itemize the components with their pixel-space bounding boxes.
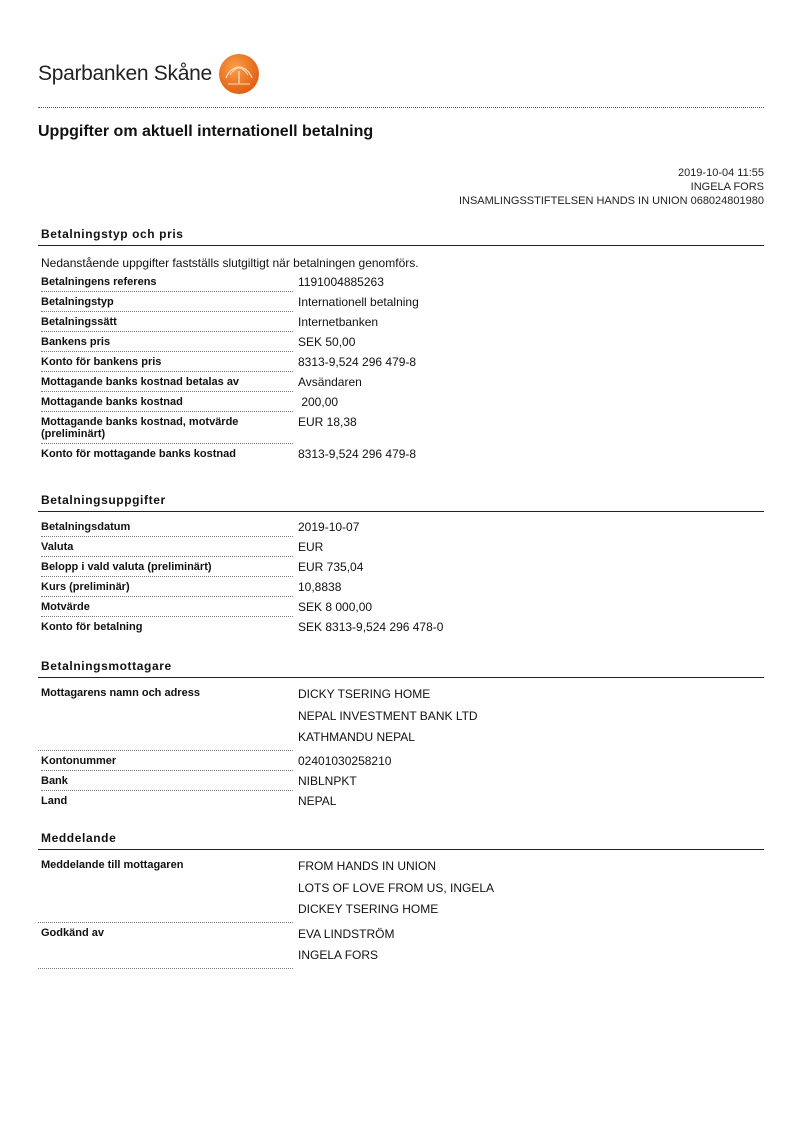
- table-row: [38, 597, 764, 617]
- section-heading: Betalningstyp och pris: [38, 226, 764, 246]
- table-row: [38, 517, 764, 537]
- table-row: [38, 352, 764, 372]
- table-row: [38, 791, 764, 810]
- row-label: Land: [41, 795, 68, 807]
- section-note: Nedanstående uppgifter fastställs slutgiltigt när betalningen genomförs.: [41, 256, 419, 270]
- row-value: 8313-9,524 296 479-8: [298, 447, 417, 461]
- table-row: [38, 617, 764, 636]
- row-label: Konto för mottagande banks kostnad: [41, 448, 236, 460]
- table-row: [38, 392, 764, 412]
- message-table: [38, 855, 764, 969]
- table-row: [38, 292, 764, 312]
- table-row: [38, 771, 764, 791]
- row-value: EUR 735,04: [298, 560, 364, 574]
- section-message: [38, 830, 764, 969]
- row-value: 10,8838: [298, 580, 342, 594]
- row-label: Bank: [41, 775, 293, 791]
- row-label: Konto för bankens pris: [41, 356, 293, 372]
- row-value: EUR 18,38: [298, 415, 357, 429]
- row-label: Betalningsdatum: [41, 521, 293, 537]
- payment-table: [38, 517, 764, 636]
- meta-datetime: 2019-10-04 11:55: [677, 167, 764, 179]
- row-value: SEK 8 000,00: [298, 600, 373, 614]
- row-label: Kurs (preliminär): [41, 581, 293, 597]
- row-value: 2019-10-07: [298, 520, 360, 534]
- table-row: [38, 372, 764, 392]
- bank-logo: [38, 52, 260, 96]
- row-label: Mottagande banks kostnad, motvärde (preliminärt): [41, 416, 293, 444]
- recipient-bank-line: NEPAL INVESTMENT BANK LTD: [298, 708, 478, 723]
- section-heading: Betalningsmottagare: [38, 658, 764, 678]
- row-label: Godkänd av: [41, 927, 104, 939]
- table-row: [38, 577, 764, 597]
- row-value: Internetbanken: [298, 315, 379, 329]
- price-table: [38, 272, 764, 463]
- message-line: DICKEY TSERING HOME: [298, 902, 439, 916]
- table-row: [38, 683, 764, 751]
- row-value: SEK 50,00: [298, 335, 356, 349]
- table-row: [38, 855, 764, 923]
- row-label: Meddelande till mottagaren: [41, 859, 184, 871]
- table-row: [38, 557, 764, 577]
- header-divider: [38, 107, 764, 108]
- section-heading: Betalningsuppgifter: [38, 492, 764, 512]
- row-label: Betalningssätt: [41, 316, 293, 332]
- meta-user: INGELA FORS: [690, 181, 764, 193]
- row-label: Belopp i vald valuta (preliminärt): [41, 561, 293, 577]
- row-value: 8313-9,524 296 479-8: [298, 355, 417, 369]
- page-title: Uppgifter om aktuell internationell betalning: [38, 123, 374, 140]
- row-value: Internationell betalning: [298, 295, 419, 309]
- row-value: EUR: [298, 540, 324, 554]
- recipient-table: [38, 683, 764, 810]
- approver-line: INGELA FORS: [298, 948, 379, 962]
- row-value: SEK 8313-9,524 296 478-0: [298, 620, 444, 634]
- table-row: [38, 312, 764, 332]
- section-payment-type-price: [38, 226, 764, 463]
- document-meta: [459, 166, 764, 208]
- row-label: Mottagarens namn och adress: [41, 687, 200, 699]
- table-row: [38, 412, 764, 444]
- table-row: [38, 537, 764, 557]
- row-value: 1191004885263: [298, 275, 384, 289]
- row-label: Mottagande banks kostnad betalas av: [41, 376, 293, 392]
- row-label: Kontonummer: [41, 755, 293, 771]
- bank-name: Sparbanken Skåne: [38, 62, 212, 85]
- row-label: Betalningstyp: [41, 296, 293, 312]
- row-value: NEPAL: [298, 794, 337, 808]
- table-row: [38, 751, 764, 772]
- row-value: 02401030258210: [298, 753, 392, 768]
- table-row: [38, 444, 764, 463]
- recipient-city-line: KATHMANDU NEPAL: [298, 730, 415, 744]
- meta-account: INSAMLINGSSTIFTELSEN HANDS IN UNION 068024801980: [458, 195, 764, 207]
- row-label: Motvärde: [41, 601, 293, 617]
- message-line: LOTS OF LOVE FROM US, INGELA: [298, 880, 495, 895]
- row-label: Mottagande banks kostnad: [41, 396, 293, 412]
- section-recipient: [38, 658, 764, 810]
- section-payment-details: [38, 492, 764, 636]
- row-label: Konto för betalning: [41, 621, 143, 633]
- row-value: NIBLNPKT: [298, 774, 357, 788]
- row-label: Betalningens referens: [41, 276, 293, 292]
- row-value: 200,00: [298, 395, 339, 409]
- recipient-name-line: DICKY TSERING HOME: [298, 687, 431, 701]
- row-label: Valuta: [41, 541, 293, 557]
- table-row: [38, 923, 764, 969]
- approver-line: EVA LINDSTRÖM: [298, 926, 395, 941]
- table-row: [38, 332, 764, 352]
- section-heading: Meddelande: [38, 830, 764, 850]
- sparbanken-logo-icon: [218, 53, 260, 95]
- row-label: Bankens pris: [41, 336, 293, 352]
- message-line: FROM HANDS IN UNION: [298, 859, 436, 873]
- table-row: [38, 272, 764, 292]
- row-value: Avsändaren: [298, 375, 362, 389]
